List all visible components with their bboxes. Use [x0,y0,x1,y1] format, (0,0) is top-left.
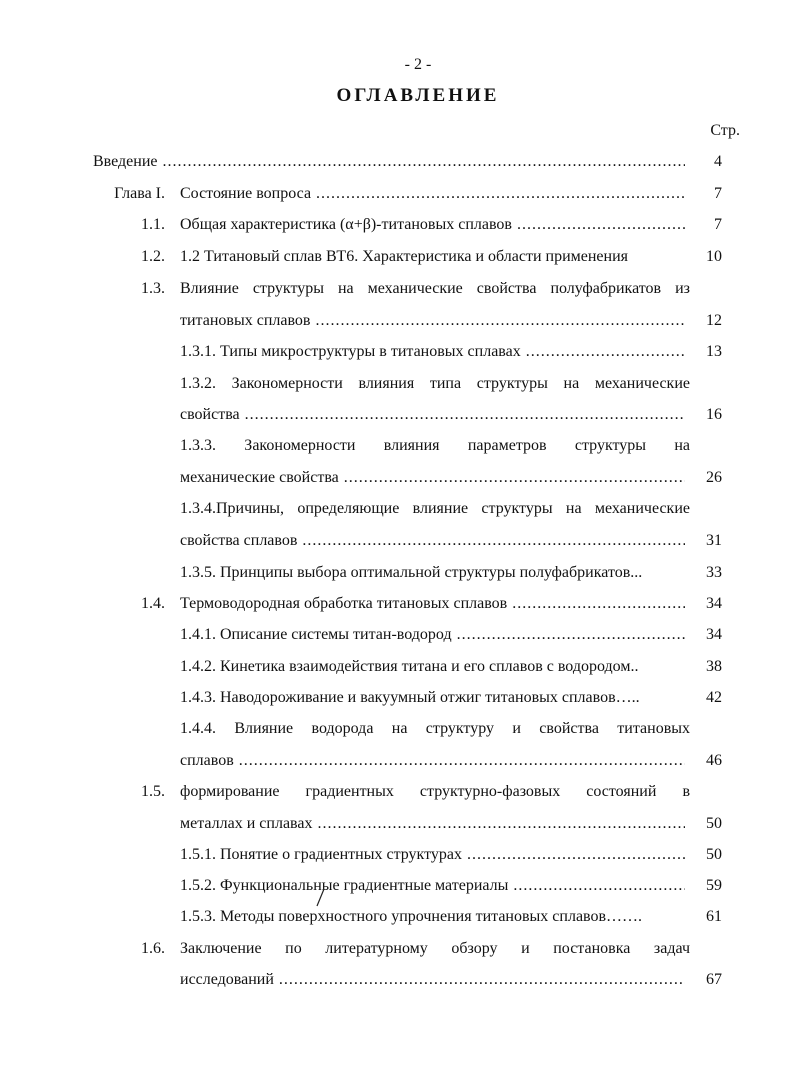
toc-entry-page: 61 [706,908,722,925]
page-title: ОГЛАВЛЕНИЕ [336,85,500,106]
toc-entry-chapter-1[interactable] [0,182,793,206]
toc-entry-page: 33 [706,564,722,581]
toc-entry-page: 38 [706,658,722,675]
toc-entry-text: Введение ..... [93,150,685,174]
toc-entry-1-4-4[interactable] [0,717,793,741]
toc-entry-page: 7 [714,216,722,233]
toc-entry-1-3-2-cont[interactable] [0,403,793,427]
toc-entry-number: 1.5. [141,783,165,800]
toc-entry-text-line2: исследований ..... [180,968,685,992]
toc-entry-1-3-2[interactable] [0,372,793,396]
toc-entry-1-6[interactable] [0,937,793,961]
toc-entry-1-4-4-cont[interactable] [0,749,793,773]
toc-entry-text: 1.5.1. Понятие о градиентных структурах ..... [180,843,685,867]
toc-entry-text-line2: титановых сплавов ..... [180,309,685,333]
toc-entry-text-line2: механические свойства ..... [180,466,685,490]
toc-entry-1-3-4-cont[interactable] [0,529,793,553]
toc-entry-1-1[interactable] [0,213,793,237]
toc-entry-page: 10 [706,248,722,265]
toc-entry-page: 7 [714,185,722,202]
toc-entry-page: 42 [706,689,722,706]
toc-entry-page: 26 [706,469,722,486]
toc-entry-1-2[interactable] [0,245,793,269]
toc-entry-text: 1.3.1. Типы микроструктуры в титановых сплавах ..... [180,340,685,364]
toc-entry-1-3[interactable] [0,277,793,301]
page-number: - 2 - [404,56,432,73]
toc-entry-text-line1: 1.3.3. Закономерности влияния параметров структуры на [180,437,690,454]
toc-entry-page: 59 [706,877,722,894]
toc-entry-text-line1: Заключение по литературному обзору и постановка задач [180,940,690,957]
toc-entry-number: 1.6. [141,940,165,957]
toc-entry-1-3-3-cont[interactable] [0,466,793,490]
toc-entry-1-5-3[interactable] [0,905,793,929]
toc-entry-1-5-cont[interactable] [0,812,793,836]
toc-entry-text: Общая характеристика (α+β)-титановых сплавов ..... [180,213,685,237]
toc-entry-number: 1.3. [141,280,165,297]
toc-entry-page: 50 [706,846,722,863]
toc-entry-text: 1.4.3. Наводороживание и вакуумный отжиг титановых сплавов….. [180,689,640,706]
toc-entry-number: 1.4. [141,595,165,612]
toc-entry-1-3-4[interactable] [0,497,793,521]
toc-entry-intro[interactable] [0,150,793,174]
toc-entry-page: 46 [706,752,722,769]
page-column-header: Стр. [710,122,740,139]
toc-entry-1-3-cont[interactable] [0,309,793,333]
toc-entry-page: 50 [706,815,722,832]
toc-entry-text-line1: 1.3.4.Причины, определяющие влияние структуры на механические [180,500,690,517]
toc-entry-page: 4 [714,153,722,170]
toc-entry-page: 12 [706,312,722,329]
toc-entry-1-4-1[interactable] [0,623,793,647]
toc-entry-text-line1: 1.4.4. Влияние водорода на структуру и свойства титановых [180,720,690,737]
toc-entry-page: 31 [706,532,722,549]
toc-entry-text: 1.3.5. Принципы выбора оптимальной структуры полуфабрикатов... [180,564,643,581]
toc-entry-text: Состояние вопроса ..... [180,182,685,206]
toc-entry-text-line2: металлах и сплавах ..... [180,812,685,836]
toc-entry-text: Термоводородная обработка титановых сплавов ..... [180,592,685,616]
toc-entry-1-3-1[interactable] [0,340,793,364]
toc-entry-text-line2: свойства ..... [180,403,685,427]
toc-entry-1-3-5[interactable] [0,561,793,585]
toc-entry-text-line1: формирование градиентных структурно-фазовых состояний в [180,783,690,800]
toc-entry-1-6-cont[interactable] [0,968,793,992]
toc-entry-1-4-3[interactable] [0,686,793,710]
toc-entry-page: 34 [706,595,722,612]
toc-entry-number: 1.1. [141,216,165,233]
toc-entry-text-line1: Влияние структуры на механические свойства полуфабрикатов из [180,280,690,297]
toc-entry-1-5-1[interactable] [0,843,793,867]
toc-entry-number: Глава I. [114,185,165,202]
toc-entry-text-line1: 1.3.2. Закономерности влияния типа структуры на механические [180,375,690,392]
toc-entry-number: 1.2. [141,248,165,265]
toc-entry-1-4[interactable] [0,592,793,616]
toc-entry-page: 13 [706,343,722,360]
toc-entry-page: 16 [706,406,722,423]
toc-entry-1-5[interactable] [0,780,793,804]
toc-entry-1-4-2[interactable] [0,655,793,679]
toc-entry-text: 1.4.2. Кинетика взаимодействия титана и его сплавов с водородом.. [180,658,639,675]
toc-entry-text-line2: свойства сплавов ..... [180,529,685,553]
toc-entry-1-3-3[interactable] [0,434,793,458]
toc-entry-page: 34 [706,626,722,643]
toc-entry-1-5-2[interactable] [0,874,793,898]
toc-entry-text-line2: сплавов ..... [180,749,685,773]
toc-entry-page: 67 [706,971,722,988]
toc-entry-text: 1.2 Титановый сплав ВТ6. Характеристика и области применения [180,248,629,265]
toc-entry-text: 1.4.1. Описание системы титан-водород ..... [180,623,685,647]
toc-entry-text: 1.5.2. Функциональные градиентные материалы ..... [180,874,685,898]
toc-entry-text: 1.5.3. Методы поверхностного упрочнения титановых сплавов……. [180,908,643,925]
